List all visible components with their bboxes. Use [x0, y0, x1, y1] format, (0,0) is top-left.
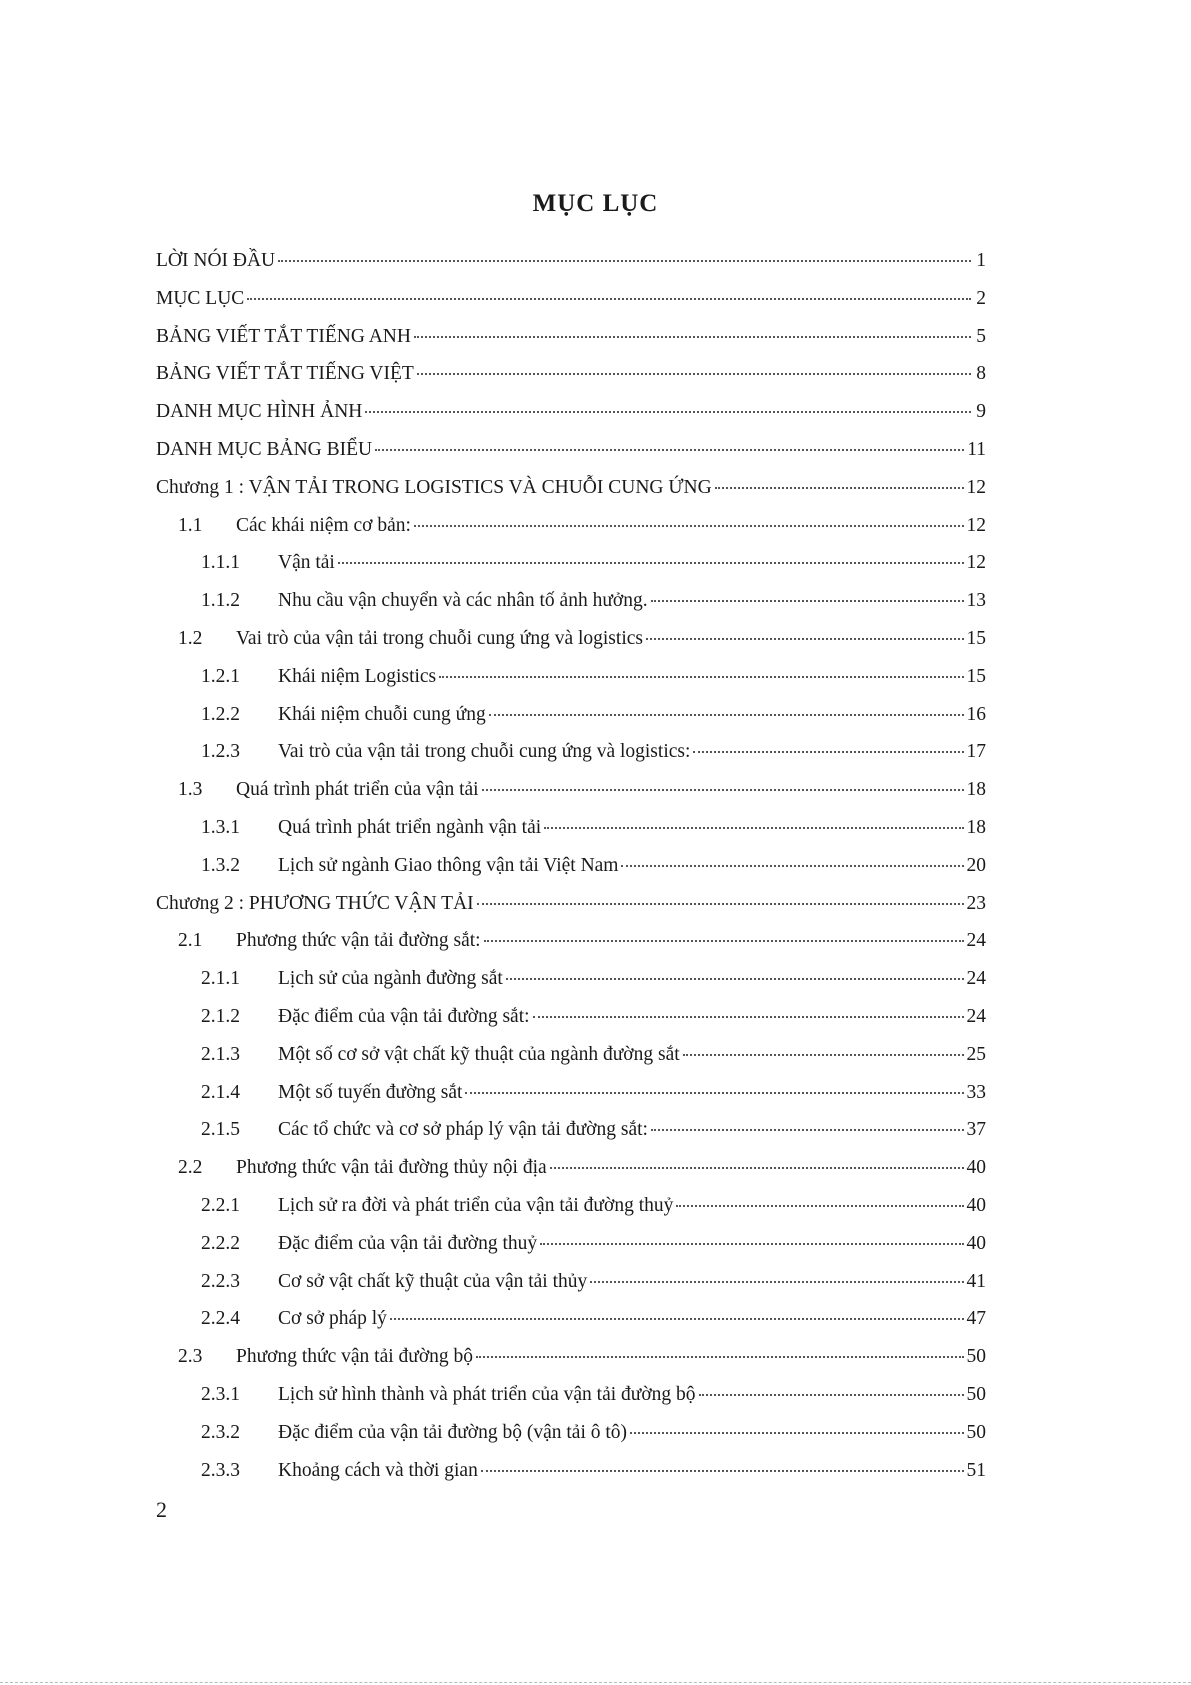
toc-entry-label: Quá trình phát triển ngành vận tải	[278, 816, 542, 838]
toc-entry[interactable]	[156, 1338, 986, 1376]
toc-entry[interactable]	[156, 1225, 986, 1263]
dot-leader	[482, 789, 964, 791]
dot-leader	[390, 1318, 964, 1320]
dot-leader	[278, 260, 971, 262]
toc-entry[interactable]	[156, 582, 986, 620]
toc-entry-page: 24	[966, 930, 986, 952]
toc-entry-number: 2.3.3	[201, 1459, 240, 1481]
toc-entry-number: 1.2.3	[201, 741, 240, 763]
toc-entry-page: 50	[966, 1346, 986, 1368]
page-title: MỤC LỤC	[532, 190, 659, 217]
toc-entry-label: LỜI NÓI ĐẦU	[156, 250, 276, 271]
toc-entry[interactable]	[156, 620, 986, 658]
toc-entry-label: Phương thức vận tải đường thủy nội địa	[236, 1157, 547, 1179]
toc-entry-label: Vận tải	[278, 552, 335, 574]
toc-entry-page: 24	[966, 1005, 986, 1027]
toc-entry-label: Lịch sử ngành Giao thông vận tải Việt Nam	[278, 854, 619, 876]
toc-entry-number: 2.2.1	[201, 1194, 240, 1216]
toc-entry[interactable]	[156, 280, 986, 318]
toc-entry-label: DANH MỤC BẢNG BIỂU	[156, 438, 373, 460]
toc-entry-page: 37	[966, 1119, 986, 1141]
toc-entry[interactable]	[156, 1263, 986, 1301]
toc-entry[interactable]	[156, 1111, 986, 1149]
dot-leader	[540, 1243, 963, 1245]
toc-entry-label: Vai trò của vận tải trong chuỗi cung ứng và logistics:	[278, 741, 691, 763]
dot-leader	[699, 1394, 964, 1396]
toc-entry-page: 12	[966, 476, 986, 498]
toc-entry-number: 2.1.3	[201, 1043, 240, 1065]
toc-entry-number: 2.2.4	[201, 1308, 240, 1330]
toc-entry[interactable]	[156, 960, 986, 998]
dot-leader	[715, 487, 964, 489]
toc-entry-page: 40	[966, 1232, 986, 1254]
toc-entry[interactable]	[156, 507, 986, 545]
toc-entry-number: 1.2	[178, 627, 203, 649]
toc-entry-number: 2.3	[178, 1346, 203, 1368]
toc-entry-page: 25	[966, 1043, 986, 1065]
toc-entry-page: 12	[966, 552, 986, 574]
toc-entry-page: 8	[976, 363, 986, 385]
toc-entry-page: 23	[966, 892, 986, 914]
toc-entry-number: 1.1.2	[201, 590, 240, 612]
table-of-contents	[156, 242, 986, 1489]
toc-entry-number: 2.1	[178, 930, 203, 952]
toc-entry-label: BẢNG VIẾT TẮT TIẾNG ANH	[156, 325, 411, 347]
toc-entry[interactable]	[156, 696, 986, 734]
toc-entry[interactable]	[156, 1074, 986, 1112]
toc-entry-page: 17	[966, 741, 986, 763]
toc-entry-label: Đặc điểm của vận tải đường bộ (vận tải ô tô)	[278, 1421, 628, 1443]
toc-entry-number: 1.3	[178, 779, 203, 801]
toc-entry-page: 40	[966, 1157, 986, 1179]
dot-leader	[683, 1054, 964, 1056]
toc-entry-page: 33	[966, 1081, 986, 1103]
toc-entry[interactable]	[156, 885, 986, 923]
toc-entry-label: Lịch sử hình thành và phát triển của vận tải đường bộ	[278, 1383, 696, 1405]
toc-entry-label: Phương thức vận tải đường sắt:	[236, 930, 481, 952]
dot-leader	[476, 1356, 963, 1358]
dot-leader	[338, 562, 964, 564]
toc-entry-number: 1.3.1	[201, 816, 240, 838]
dot-leader	[481, 1470, 964, 1472]
toc-entry[interactable]	[156, 1036, 986, 1074]
toc-entry-page: 51	[966, 1459, 986, 1481]
toc-entry[interactable]	[156, 1187, 986, 1225]
toc-entry[interactable]	[156, 355, 986, 393]
toc-entry-label: Khái niệm Logistics	[278, 665, 437, 687]
toc-entry-number: 2.3.2	[201, 1421, 240, 1443]
toc-entry-label: MỤC LỤC	[156, 287, 245, 309]
toc-entry-page: 5	[976, 325, 986, 347]
toc-entry-page: 1	[976, 250, 986, 271]
dot-leader	[417, 373, 971, 375]
toc-entry[interactable]	[156, 393, 986, 431]
toc-entry-page: 16	[966, 703, 986, 725]
toc-entry-label: Đặc điểm của vận tải đường thuỷ	[278, 1232, 538, 1254]
toc-entry-label: Lịch sử của ngành đường sắt	[278, 968, 503, 990]
dot-leader	[651, 1129, 964, 1131]
dot-leader	[533, 1016, 964, 1018]
toc-entry-number: 2.2	[178, 1157, 203, 1179]
footer-divider	[0, 1682, 1191, 1683]
toc-entry-page: 18	[966, 816, 986, 838]
toc-entry-label: Chương 2 : PHƯƠNG THỨC VẬN TẢI	[156, 892, 474, 914]
toc-entry-number: 2.1.1	[201, 968, 240, 990]
toc-entry-label: Nhu cầu vận chuyển và các nhân tố ảnh hưởng.	[278, 590, 648, 612]
toc-entry-number: 2.1.2	[201, 1005, 240, 1027]
dot-leader	[247, 298, 971, 300]
dot-leader	[621, 865, 963, 867]
toc-entry-page: 47	[966, 1308, 986, 1330]
toc-entry-label: Các tổ chức và cơ sở pháp lý vận tải đường sắt:	[278, 1119, 648, 1141]
toc-entry[interactable]	[156, 733, 986, 771]
toc-entry[interactable]	[156, 431, 986, 469]
toc-entry-number: 1.2.2	[201, 703, 240, 725]
page-number: 2	[156, 1497, 167, 1522]
dot-leader	[651, 600, 964, 602]
toc-entry[interactable]	[156, 922, 986, 960]
toc-entry[interactable]	[156, 1149, 986, 1187]
toc-entry[interactable]	[156, 318, 986, 356]
toc-entry[interactable]	[156, 1376, 986, 1414]
toc-entry-label: Vai trò của vận tải trong chuỗi cung ứng và logistics	[236, 627, 643, 649]
toc-entry[interactable]	[156, 809, 986, 847]
toc-entry-label: Các khái niệm cơ bản:	[236, 514, 411, 536]
dot-leader	[693, 751, 963, 753]
dot-leader	[590, 1281, 963, 1283]
toc-entry-number: 2.1.5	[201, 1119, 240, 1141]
toc-entry-page: 15	[966, 665, 986, 687]
dot-leader	[506, 978, 964, 980]
toc-entry-label: Lịch sử ra đời và phát triển của vận tải đường thuỷ	[278, 1194, 674, 1216]
toc-entry-page: 50	[966, 1383, 986, 1405]
toc-entry[interactable]	[156, 998, 986, 1036]
toc-entry-page: 12	[966, 514, 986, 536]
dot-leader	[414, 336, 971, 338]
toc-entry-number: 1.1	[178, 514, 203, 536]
toc-entry[interactable]	[156, 1300, 986, 1338]
dot-leader	[550, 1167, 964, 1169]
toc-entry[interactable]	[156, 771, 986, 809]
toc-entry-label: Cơ sở pháp lý	[278, 1308, 387, 1330]
dot-leader	[646, 638, 964, 640]
toc-entry[interactable]	[156, 658, 986, 696]
dot-leader	[477, 903, 964, 905]
toc-entry-page: 15	[966, 627, 986, 649]
toc-entry-label: Quá trình phát triển của vận tải	[236, 779, 479, 801]
dot-leader	[544, 827, 963, 829]
toc-entry-label: Phương thức vận tải đường bộ	[236, 1346, 474, 1368]
dot-leader	[676, 1205, 963, 1207]
toc-entry-page: 18	[966, 779, 986, 801]
toc-entry-page: 41	[966, 1270, 986, 1292]
toc-entry-number: 2.3.1	[201, 1383, 240, 1405]
toc-entry-page: 2	[976, 287, 986, 309]
toc-entry-page: 20	[966, 854, 986, 876]
toc-entry-label: Chương 1 : VẬN TẢI TRONG LOGISTICS VÀ CHUỖI CUNG ỨNG	[156, 476, 712, 498]
dot-leader	[414, 525, 964, 527]
toc-entry-number: 1.2.1	[201, 665, 240, 687]
toc-entry-label: DANH MỤC HÌNH ẢNH	[156, 401, 363, 423]
toc-entry-label: Khoảng cách và thời gian	[278, 1459, 478, 1481]
toc-entry-number: 1.3.2	[201, 854, 240, 876]
toc-entry-page: 24	[966, 968, 986, 990]
toc-entry-number: 1.1.1	[201, 552, 240, 574]
dot-leader	[365, 411, 971, 413]
toc-entry[interactable]	[156, 242, 986, 280]
toc-entry[interactable]	[156, 1414, 986, 1452]
toc-entry-number: 2.2.2	[201, 1232, 240, 1254]
toc-entry-page: 13	[966, 590, 986, 612]
toc-entry[interactable]	[156, 1452, 986, 1490]
toc-entry-label: BẢNG VIẾT TẮT TIẾNG VIỆT	[156, 363, 414, 385]
toc-entry-number: 2.2.3	[201, 1270, 240, 1292]
toc-entry-page: 50	[966, 1421, 986, 1443]
toc-entry-label: Cơ sở vật chất kỹ thuật của vận tải thủy	[278, 1270, 588, 1292]
dot-leader	[465, 1092, 963, 1094]
dot-leader	[484, 940, 964, 942]
toc-entry-page: 11	[967, 438, 986, 460]
toc-entry-label: Một số cơ sở vật chất kỹ thuật của ngành đường sắt	[278, 1043, 680, 1065]
toc-entry-label: Khái niệm chuỗi cung ứng	[278, 703, 486, 725]
dot-leader	[439, 676, 963, 678]
toc-entry-label: Một số tuyến đường sắt	[278, 1081, 463, 1103]
toc-entry[interactable]	[156, 544, 986, 582]
dot-leader	[489, 714, 964, 716]
toc-entry-label: Đặc điểm của vận tải đường sắt:	[278, 1005, 530, 1027]
toc-entry-page: 9	[976, 401, 986, 423]
toc-entry[interactable]	[156, 847, 986, 885]
dot-leader	[375, 449, 964, 451]
toc-entry[interactable]	[156, 469, 986, 507]
toc-entry-page: 40	[966, 1194, 986, 1216]
dot-leader	[630, 1432, 963, 1434]
toc-entry-number: 2.1.4	[201, 1081, 240, 1103]
